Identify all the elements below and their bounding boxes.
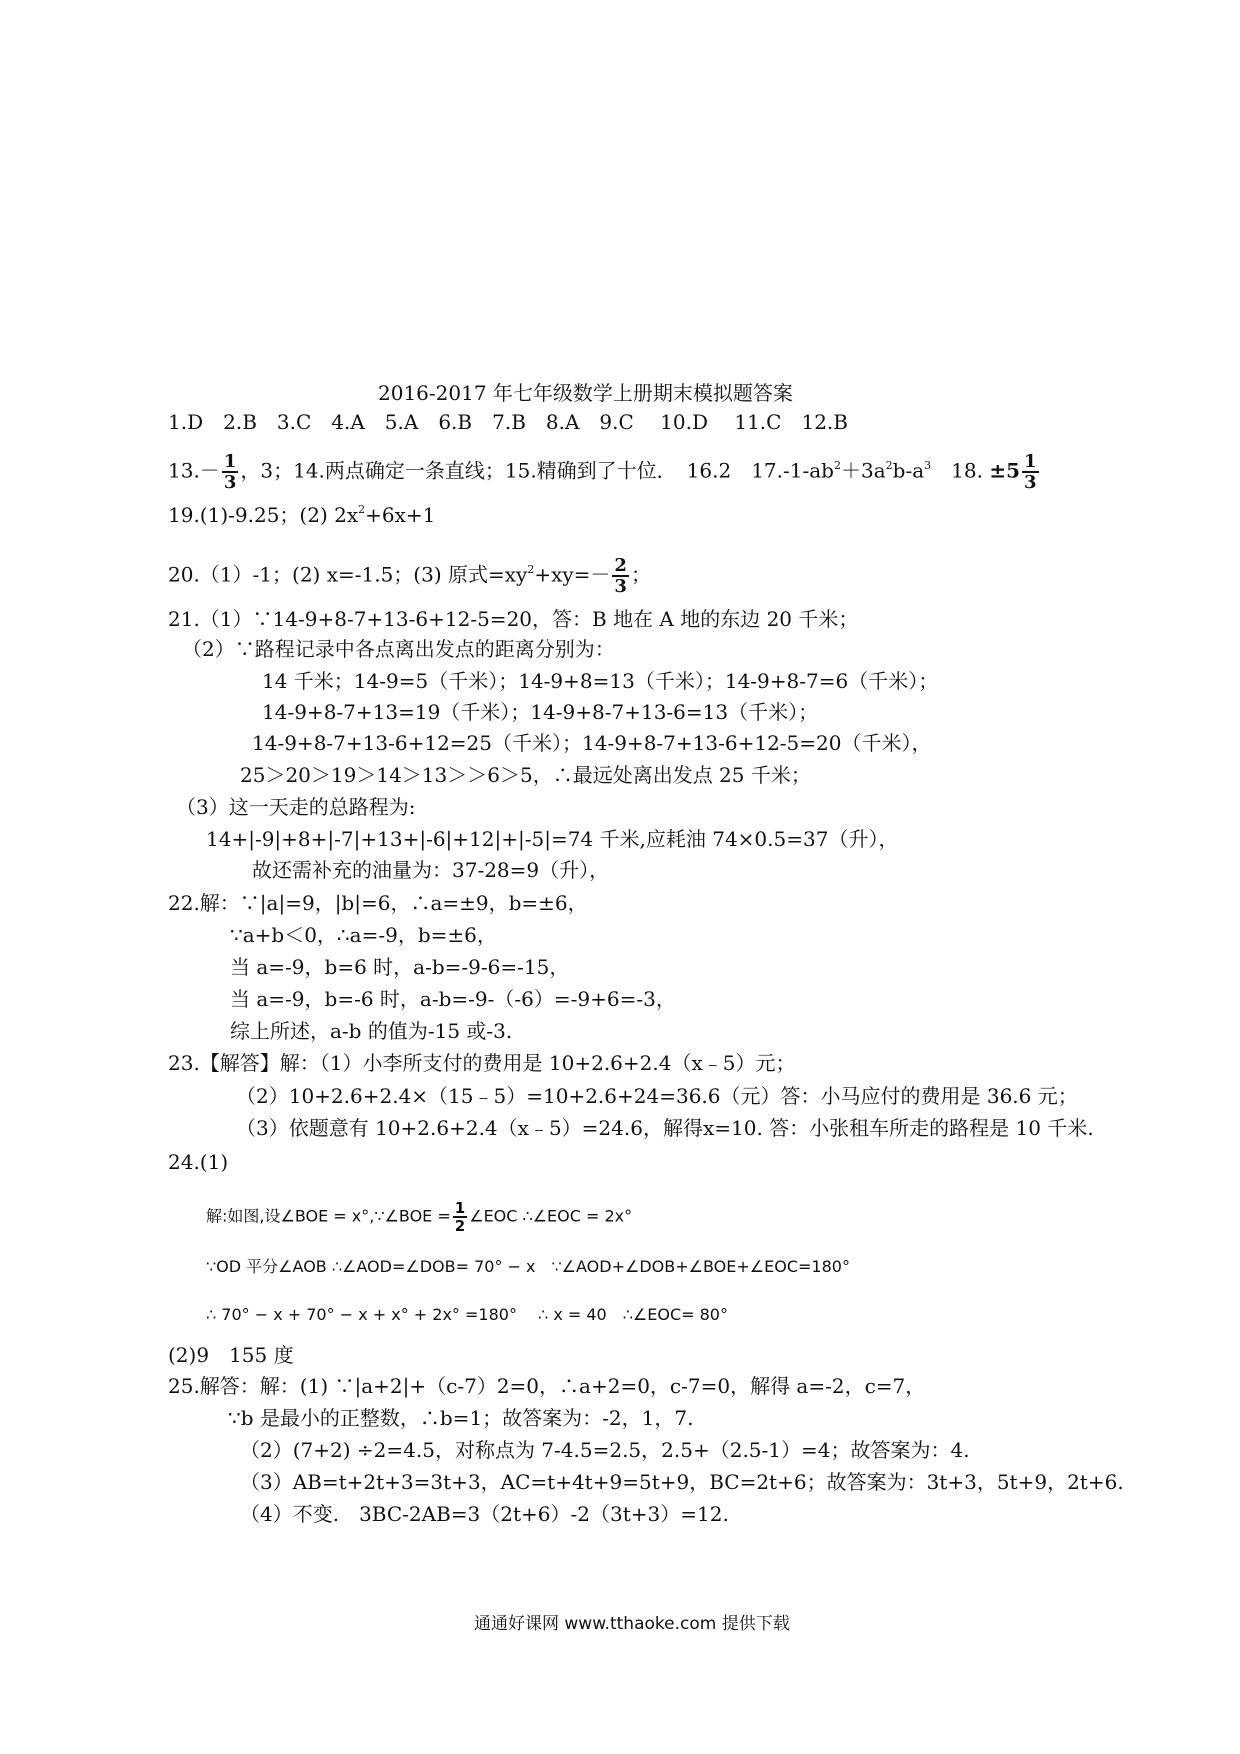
q20-prefix: 20.（1）-1；(2) x=-1.5；(3) 原式=xy	[168, 562, 528, 587]
answer-22-line: 当 a=-9，b=6 时，a-b=-9-6=-15，	[230, 955, 570, 979]
answer-21-line: （2）∵路程记录中各点离出发点的距离分别为：	[182, 637, 615, 661]
fraction-two-thirds: $\frac{2}{3}$	[614, 555, 627, 597]
q24-scan-text: 解:如图,设∠BOE = x°,∵∠BOE =	[206, 1206, 451, 1226]
q24-scan-line-3: ∴ 70° − x + 70° − x + x° + 2x° =180° ∴ x = 40 ∴∠EOC= 80°	[206, 1305, 728, 1324]
answer-21-line: 14+|-9|+8+|-7|+13+|-6|+12|+|-5|=74 千米,应耗油 74×0.5=37（升），	[206, 827, 899, 851]
footer-source: 通通好课网 www.tthaoke.com 提供下载	[474, 1614, 790, 1634]
answer-25-line: （3）AB=t+2t+3=3t+3，AC=t+4t+9=5t+9，BC=2t+6；故答案为：3t+3，5t+9，2t+6.	[240, 1470, 1124, 1494]
answer-24-part2: (2)9 155 度	[168, 1343, 294, 1367]
answer-24-label: 24.(1)	[168, 1150, 229, 1174]
exponent: 2	[358, 503, 366, 516]
q20-suffix: ；	[630, 562, 651, 587]
exponent: 2	[885, 458, 893, 472]
q19-prefix: 19.(1)-9.25；(2) 2x	[168, 503, 359, 527]
answers-13-18	[168, 452, 1041, 492]
answer-22-line: 综上所述，a-b 的值为-15 或-3.	[230, 1019, 513, 1043]
answer-19	[168, 503, 435, 531]
fraction-one-third: $\frac{1}{3}$	[223, 451, 237, 493]
exponent: 3	[924, 458, 932, 472]
q17-term: ＋3a	[841, 458, 886, 483]
q20-mid: +xy=－	[534, 562, 611, 587]
answer-22-line: ∵a+b＜0，∴a=-9，b=±6，	[230, 923, 497, 947]
q17-term: b-a	[892, 458, 925, 483]
answer-22-line: 当 a=-9，b=-6 时，a-b=-9-（-6）=-9+6=-3，	[230, 987, 676, 1011]
choice-answers: 1.D 2.B 3.C 4.A 5.A 6.B 7.B 8.A 9.C 10.D 11.C 12.B	[168, 410, 848, 434]
q19-suffix: +6x+1	[365, 503, 436, 527]
exponent: 2	[527, 562, 535, 576]
answer-21-line: 14 千米；14-9=5（千米）；14-9+8=13（千米）；14-9+8-7=6（千米）；	[262, 669, 939, 693]
answer-25-line: 25.解答：解：(1) ∵|a+2|+（c-7）2=0，∴a+2=0，c-7=0，解得 a=-2，c=7，	[168, 1374, 926, 1398]
q24-scan-text: ∠EOC ∴∠EOC = 2x°	[469, 1206, 633, 1226]
answer-20	[168, 556, 651, 596]
fraction-one-third: $\frac{1}{3}$	[1024, 451, 1037, 493]
answer-25-line: ∵b 是最小的正整数，∴b=1；故答案为：-2，1，7.	[228, 1406, 694, 1430]
q18-sign: ±5	[989, 458, 1020, 483]
exponent: 2	[834, 458, 841, 472]
answer-23-line: 23.【解答】解：（1）小李所支付的费用是 10+2.6+2.4（x﹣5）元；	[168, 1051, 796, 1075]
answer-21-line: 25＞20＞19＞14＞13＞＞6＞5，∴最远处离出发点 25 千米；	[240, 763, 811, 787]
answer-21-line: 14-9+8-7+13=19（千米）；14-9+8-7+13-6=13（千米）；	[262, 700, 819, 724]
answer-25-line: （2）(7+2) ÷2=4.5，对称点为 7-4.5=2.5，2.5+（2.5-1）=4；故答案为：4.	[240, 1438, 970, 1462]
fraction-one-half: $\frac{1}{2}$	[454, 1199, 466, 1235]
answer-22-line: 22.解：∵|a|=9，|b|=6，∴a=±9，b=±6，	[168, 891, 588, 915]
q18-label: 18.	[931, 458, 990, 483]
q13-prefix: 13.－	[168, 458, 220, 483]
answer-21-line: 故还需补充的油量为：37-28=9（升），	[252, 858, 610, 882]
q13-mid: ，3；14.两点确定一条直线；15.精确到了十位． 16.2 17.-1-ab	[240, 458, 834, 483]
answer-21-line: （3）这一天走的总路程为:	[176, 795, 416, 819]
q24-scan-line-1	[206, 1200, 632, 1234]
answer-21-line: 14-9+8-7+13-6+12=25（千米）；14-9+8-7+13-6+12-5=20（千米），	[252, 731, 932, 755]
answer-21-line: 21.（1）∵14-9+8-7+13-6+12-5=20，答：B 地在 A 地的东边 20 千米；	[168, 607, 859, 631]
q24-scan-line-2: ∵OD 平分∠AOB ∴∠AOD=∠DOB= 70° − x ∵∠AOD+∠DOB+∠BOE+∠EOC=180°	[206, 1257, 850, 1276]
answer-23-line: （2）10+2.6+2.4×（15﹣5）=10+2.6+24=36.6（元）答：小马应付的费用是 36.6 元；	[236, 1084, 1078, 1108]
answer-25-line: （4）不变. 3BC-2AB=3（2t+6）-2（3t+3）=12.	[240, 1502, 729, 1526]
answer-23-line: （3）依题意有 10+2.6+2.4（x﹣5）=24.6，解得x=10. 答：小张租车所走的路程是 10 千米.	[236, 1116, 1094, 1140]
page-title: 2016-2017 年七年级数学上册期末模拟题答案	[378, 381, 793, 405]
